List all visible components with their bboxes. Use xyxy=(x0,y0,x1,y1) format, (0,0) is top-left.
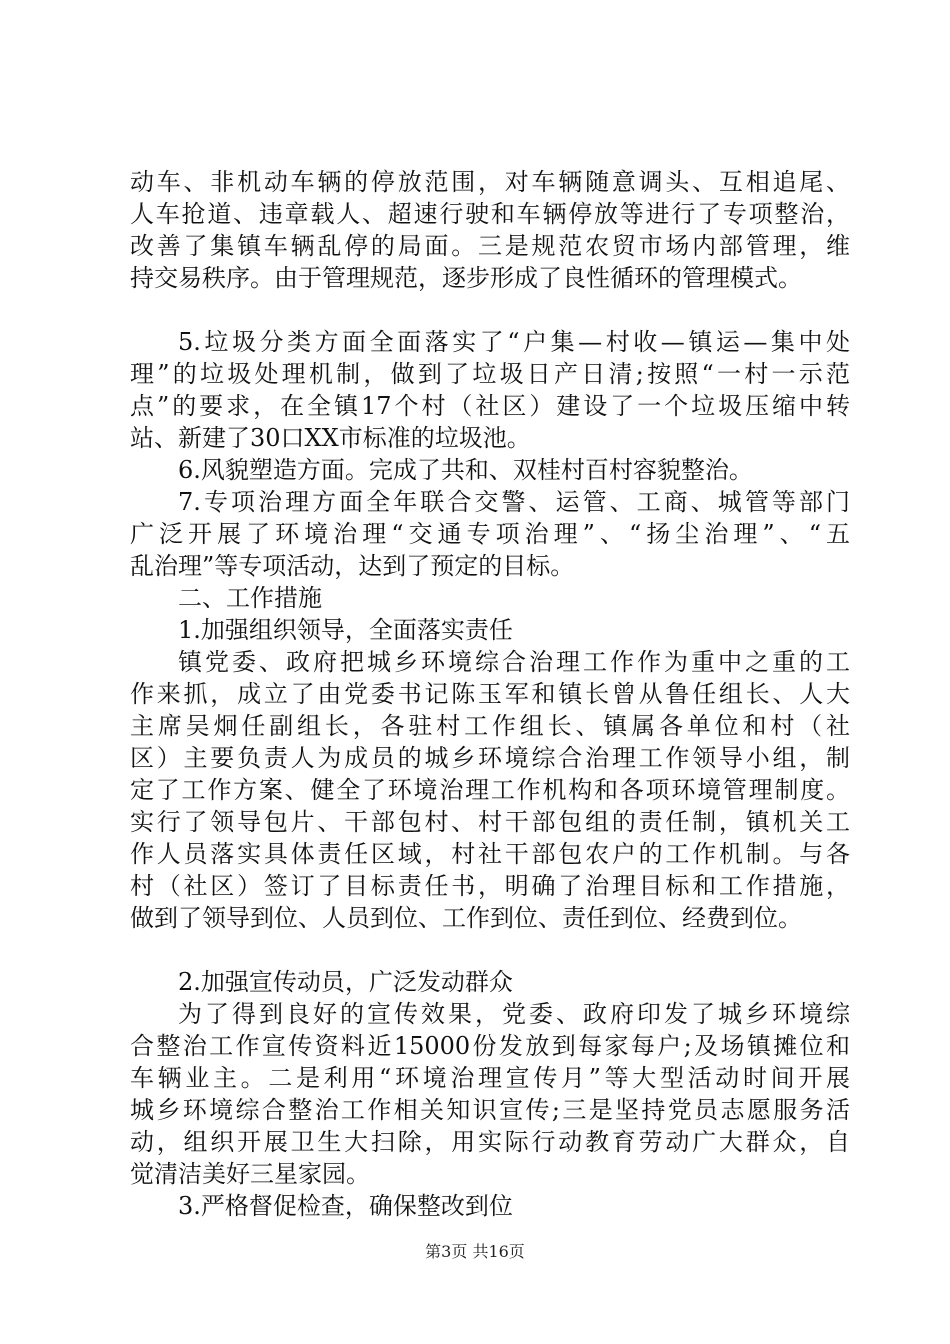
paragraph-gap xyxy=(130,934,850,966)
page-number-footer: 第3页 共16页 xyxy=(425,1242,525,1261)
subsection-heading xyxy=(130,966,850,998)
text-line: 定了工作方案、健全了环境治理工作机构和各项环境管理制度。 xyxy=(130,776,850,804)
text-line: 镇党委、政府把城乡环境综合治理工作作为重中之重的工 xyxy=(178,648,850,676)
text-line: 二、工作措施 xyxy=(178,584,322,612)
text-line: 3.严格督促检查，确保整改到位 xyxy=(178,1192,513,1220)
text-line: 车辆业主。二是利用“环境治理宣传月”等大型活动时间开展 xyxy=(130,1064,850,1092)
text-line: 改善了集镇车辆乱停的局面。三是规范农贸市场内部管理，维 xyxy=(130,232,850,260)
text-line: 为了得到良好的宣传效果，党委、政府印发了城乡环境综 xyxy=(178,1000,850,1028)
text-line: 做到了领导到位、人员到位、工作到位、责任到位、经费到位。 xyxy=(130,904,802,932)
text-line: 城乡环境综合整治工作相关知识宣传;三是坚持党员志愿服务活 xyxy=(130,1096,850,1124)
text-line: 主席吴炯任副组长，各驻村工作组长、镇属各单位和村（社 xyxy=(130,712,850,740)
paragraph xyxy=(130,998,850,1190)
subsection-heading xyxy=(130,1190,850,1222)
text-line: 6.风貌塑造方面。完成了共和、双桂村百村容貌整治。 xyxy=(178,456,753,484)
document-body xyxy=(130,166,850,1222)
paragraph xyxy=(130,486,850,582)
text-line: 理”的垃圾处理机制，做到了垃圾日产日清;按照“一村一示范 xyxy=(130,360,850,388)
text-line: 区）主要负责人为成员的城乡环境综合治理工作领导小组，制 xyxy=(130,744,850,772)
text-line: 乱治理”等专项活动，达到了预定的目标。 xyxy=(130,552,575,580)
text-line: 动车、非机动车辆的停放范围，对车辆随意调头、互相追尾、 xyxy=(130,168,850,196)
text-line: 1.加强组织领导，全面落实责任 xyxy=(178,616,513,644)
paragraph xyxy=(130,166,850,294)
text-line: 站、新建了30口XX市标准的垃圾池。 xyxy=(130,424,531,452)
section-heading xyxy=(130,582,850,614)
text-line: 觉清洁美好三星家园。 xyxy=(130,1160,370,1188)
text-line: 持交易秩序。由于管理规范，逐步形成了良性循环的管理模式。 xyxy=(130,264,802,292)
paragraph xyxy=(130,646,850,934)
text-line: 作人员落实具体责任区域，村社干部包农户的工作机制。与各 xyxy=(130,840,850,868)
text-line: 合整治工作宣传资料近15000份发放到每家每户;及场镇摊位和 xyxy=(130,1032,850,1060)
paragraph xyxy=(130,326,850,454)
subsection-heading xyxy=(130,614,850,646)
text-line: 广泛开展了环境治理“交通专项治理”、“扬尘治理”、“五 xyxy=(130,520,850,548)
text-line: 2.加强宣传动员，广泛发动群众 xyxy=(178,968,513,996)
text-line: 点”的要求，在全镇17个村（社区）建设了一个垃圾压缩中转 xyxy=(130,392,850,420)
paragraph-gap xyxy=(130,294,850,326)
text-line: 村（社区）签订了目标责任书，明确了治理目标和工作措施， xyxy=(130,872,850,900)
text-line: 实行了领导包片、干部包村、村干部包组的责任制，镇机关工 xyxy=(130,808,850,836)
text-line: 7.专项治理方面全年联合交警、运管、工商、城管等部门 xyxy=(178,488,850,516)
text-line: 动，组织开展卫生大扫除，用实际行动教育劳动广大群众，自 xyxy=(130,1128,850,1156)
text-line: 5.垃圾分类方面全面落实了“户集—村收—镇运—集中处 xyxy=(178,328,850,356)
paragraph xyxy=(130,454,850,486)
text-line: 人车抢道、违章载人、超速行驶和车辆停放等进行了专项整治， xyxy=(130,200,850,228)
text-line: 作来抓，成立了由党委书记陈玉军和镇长曾从鲁任组长、人大 xyxy=(130,680,850,708)
